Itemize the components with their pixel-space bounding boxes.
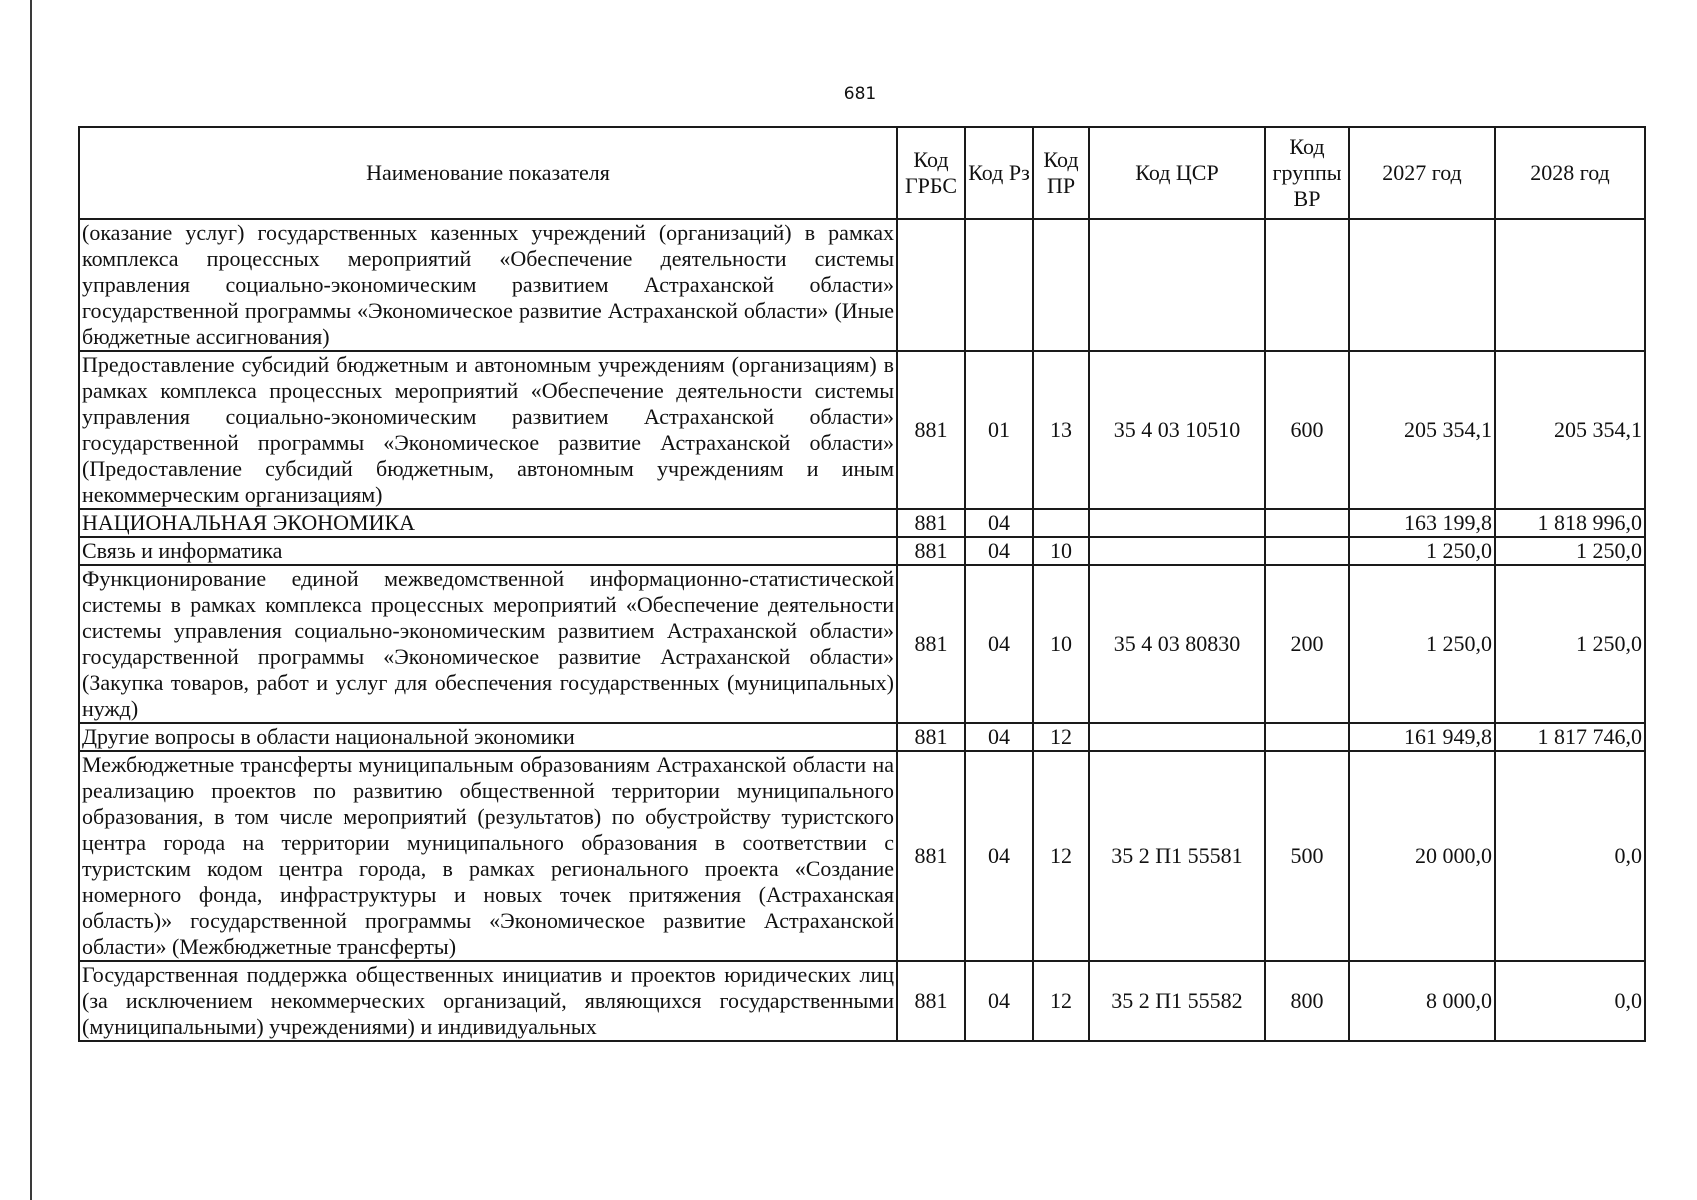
row-2027: 8 000,0 [1349, 961, 1495, 1041]
row-vr [1265, 219, 1349, 351]
row-grbs: 881 [897, 509, 965, 537]
row-name: Предоставление субсидий бюджетным и автономным учреждениям (организациям) в рамках комплекса процессных мероприятий «Обеспечение деятельности системы управления социально-экономическим развитием Астраханской области» государственной программы «Экономическое развитие Астраханской области» (Предоставление субсидий бюджетным, автономным учреждениям и иным некоммерческим организациям) [79, 351, 897, 509]
row-csr [1089, 219, 1265, 351]
row-rz: 04 [965, 723, 1033, 751]
row-rz: 04 [965, 565, 1033, 723]
row-2027: 161 949,8 [1349, 723, 1495, 751]
row-name: (оказание услуг) государственных казенных учреждений (организаций) в рамках комплекса процессных мероприятий «Обеспечение деятельности системы управления социально-экономическим развитием Астраханской области» государственной программы «Экономическое развитие Астраханской области» (Иные бюджетные ассигнования) [79, 219, 897, 351]
row-csr [1089, 509, 1265, 537]
row-grbs: 881 [897, 723, 965, 751]
header-pr: Код ПР [1033, 127, 1089, 219]
row-name: Функционирование единой межведомственной информационно-статистической системы в рамках комплекса процессных мероприятий «Обеспечение деятельности системы управления социально-экономическим развитием Астраханской области» государственной программы «Экономическое развитие Астраханской области» (Закупка товаров, работ и услуг для обеспечения государственных (муниципальных) нужд) [79, 565, 897, 723]
table-row [79, 565, 1645, 723]
row-grbs: 881 [897, 537, 965, 565]
row-2028: 205 354,1 [1495, 351, 1645, 509]
row-vr [1265, 723, 1349, 751]
header-2028: 2028 год [1495, 127, 1645, 219]
table-row [79, 751, 1645, 961]
table-row [79, 219, 1645, 351]
header-grbs: Код ГРБС [897, 127, 965, 219]
row-vr: 600 [1265, 351, 1349, 509]
row-name: Другие вопросы в области национальной экономики [79, 723, 897, 751]
header-rz: Код Рз [965, 127, 1033, 219]
header-csr: Код ЦСР [1089, 127, 1265, 219]
row-2027: 1 250,0 [1349, 537, 1495, 565]
row-grbs: 881 [897, 751, 965, 961]
table-header-row [79, 127, 1645, 219]
row-rz: 01 [965, 351, 1033, 509]
row-name: Государственная поддержка общественных инициатив и проектов юридических лиц (за исключением некоммерческих организаций, являющихся государственными (муниципальными) учреждениями) и индивидуальных [79, 961, 897, 1041]
row-pr: 12 [1033, 723, 1089, 751]
row-rz: 04 [965, 961, 1033, 1041]
row-rz: 04 [965, 509, 1033, 537]
row-csr: 35 4 03 80830 [1089, 565, 1265, 723]
row-2028: 1 250,0 [1495, 565, 1645, 723]
row-2028 [1495, 219, 1645, 351]
row-rz [965, 219, 1033, 351]
row-2028: 1 818 996,0 [1495, 509, 1645, 537]
header-name: Наименование показателя [79, 127, 897, 219]
row-csr [1089, 537, 1265, 565]
header-2027: 2027 год [1349, 127, 1495, 219]
row-pr [1033, 509, 1089, 537]
row-2028: 1 817 746,0 [1495, 723, 1645, 751]
page-number: 681 [843, 84, 877, 104]
row-grbs: 881 [897, 961, 965, 1041]
row-2027: 205 354,1 [1349, 351, 1495, 509]
row-pr: 10 [1033, 537, 1089, 565]
row-pr: 13 [1033, 351, 1089, 509]
row-rz: 04 [965, 751, 1033, 961]
table-row [79, 351, 1645, 509]
row-csr: 35 4 03 10510 [1089, 351, 1265, 509]
row-vr [1265, 537, 1349, 565]
row-2028: 1 250,0 [1495, 537, 1645, 565]
row-pr: 12 [1033, 961, 1089, 1041]
row-grbs: 881 [897, 565, 965, 723]
table-row [79, 961, 1645, 1041]
row-grbs: 881 [897, 351, 965, 509]
row-2027: 20 000,0 [1349, 751, 1495, 961]
row-name: Связь и информатика [79, 537, 897, 565]
scan-edge-line [30, 0, 32, 1200]
budget-table [78, 126, 1646, 1042]
row-vr: 200 [1265, 565, 1349, 723]
row-2027: 163 199,8 [1349, 509, 1495, 537]
table-row [79, 537, 1645, 565]
row-2027 [1349, 219, 1495, 351]
row-2027: 1 250,0 [1349, 565, 1495, 723]
table-row [79, 723, 1645, 751]
row-name: НАЦИОНАЛЬНАЯ ЭКОНОМИКА [79, 509, 897, 537]
row-name: Межбюджетные трансферты муниципальным образованиям Астраханской области на реализацию проектов по развитию общественной территории муниципального образования, в том числе мероприятий (результатов) по обустройству туристского центра города на территории муниципального образования в соответствии с туристским кодом центра города, в рамках регионального проекта «Создание номерного фонда, инфраструктуры и новых точек притяжения (Астраханская область)» государственной программы «Экономическое развитие Астраханской области» (Межбюджетные трансферты) [79, 751, 897, 961]
row-pr: 10 [1033, 565, 1089, 723]
row-pr: 12 [1033, 751, 1089, 961]
row-rz: 04 [965, 537, 1033, 565]
row-csr: 35 2 П1 55581 [1089, 751, 1265, 961]
header-vr: Код группы ВР [1265, 127, 1349, 219]
table-row [79, 509, 1645, 537]
row-grbs [897, 219, 965, 351]
row-csr [1089, 723, 1265, 751]
row-2028: 0,0 [1495, 961, 1645, 1041]
row-csr: 35 2 П1 55582 [1089, 961, 1265, 1041]
row-2028: 0,0 [1495, 751, 1645, 961]
row-vr: 800 [1265, 961, 1349, 1041]
row-vr: 500 [1265, 751, 1349, 961]
row-vr [1265, 509, 1349, 537]
row-pr [1033, 219, 1089, 351]
